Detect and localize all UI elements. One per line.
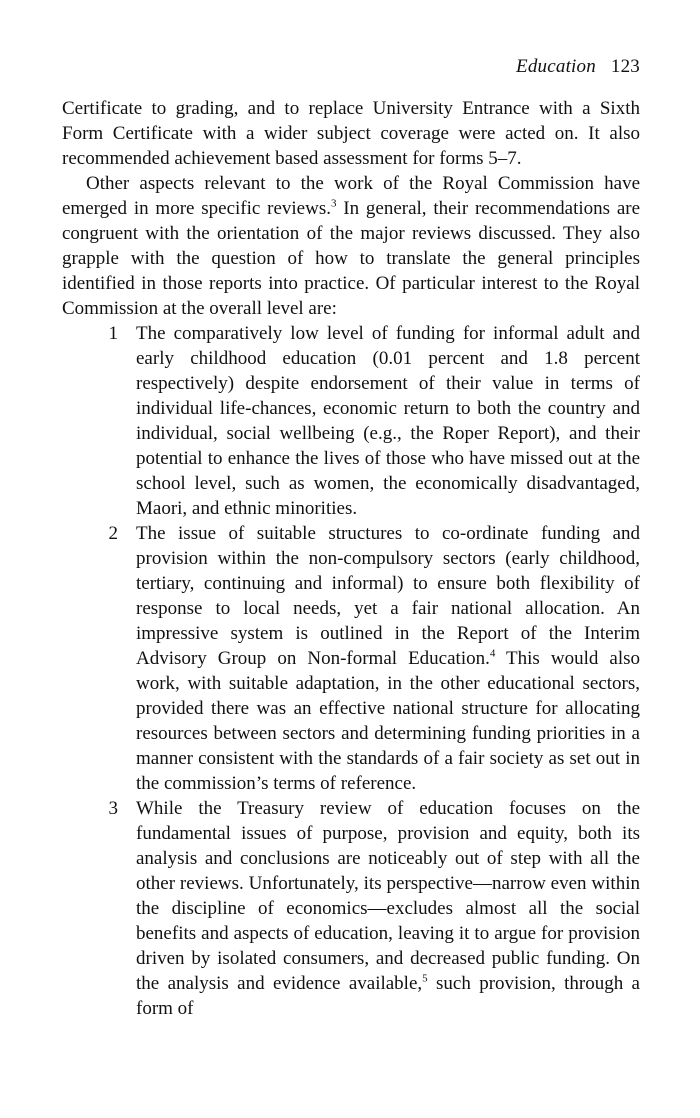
list-item-number: 2 [108, 523, 118, 544]
paragraph-other-aspects-text-b: In general, their recommendations are congruent with the orientation of the major reviews discussed. They also grapple with the question of how to translate the general principles identified in those reports into practice. Of particular interest to the Royal Commission at the overall level are: [62, 198, 641, 319]
paragraph-continued: Certificate to grading, and to replace University Entrance with a Sixth Form Certificate with a wider subject coverage were acted on. It also recommended achievement based assessment for forms 5–7. [62, 98, 640, 169]
list-item-text [136, 521, 640, 796]
list-item-text: The comparatively low level of funding for informal adult and early childhood education (0.01 percent and 1.8 percent respectively) despite endorsement of their value in terms of individual life-chances, economic return to both the country and individual, social wellbeing (e.g., the Roper Report), and their potential to enhance the lives of those who have missed out at the school level, such as women, the economically disadvantaged, Maori, and ethnic minorities. [136, 323, 640, 519]
list-item-text [136, 796, 640, 1021]
list-item-text-a: The issue of suitable structures to co-ordinate funding and provision within the non-compulsory sectors (early childhood, tertiary, continuing and informal) to ensure both flexibility of response to local needs, yet a fair national allocation. An impressive system is outlined in the Report of the Interim Advisory Group on Non-formal Education. [136, 523, 640, 669]
page-number: 123 [610, 56, 640, 77]
list-item-number: 1 [108, 323, 118, 344]
running-head [516, 56, 640, 78]
list-item [62, 521, 640, 796]
list-item [62, 321, 640, 521]
footnote-marker-4: 4 [489, 647, 496, 660]
paragraph-other-aspects [62, 171, 640, 321]
paragraph-other-aspects-text-a: Other aspects relevant to the work of the Royal Commission have emerged in more specific reviews. [62, 173, 640, 219]
footnote-marker-3: 3 [330, 197, 337, 210]
list-item-text-b: such provision, through a form of [136, 973, 640, 1019]
list-item-text-a: While the Treasury review of education focuses on the fundamental issues of purpose, provision and equity, both its analysis and conclusions are noticeably out of step with all the other reviews. Unfortunately, its perspective—narrow even within the discipline of economics—excludes almost all the social benefits and aspects of education, leaving it to argue for provision driven by isolated consumers, and decreased public funding. On the analysis and evidence available, [136, 798, 640, 994]
numbered-list [62, 321, 640, 1021]
list-item [62, 796, 640, 1021]
footnote-marker-5: 5 [422, 972, 428, 985]
running-head-title: Education [516, 56, 596, 77]
body-text [62, 96, 640, 1021]
list-item-number: 3 [108, 798, 118, 819]
list-item-text-b: This would also work, with suitable adaptation, in the other educational sectors, provided there was an effective national structure for allocating resources between sectors and determining funding priorities in a manner consistent with the standards of a fair society as set out in the commission’s terms of reference. [136, 648, 640, 794]
